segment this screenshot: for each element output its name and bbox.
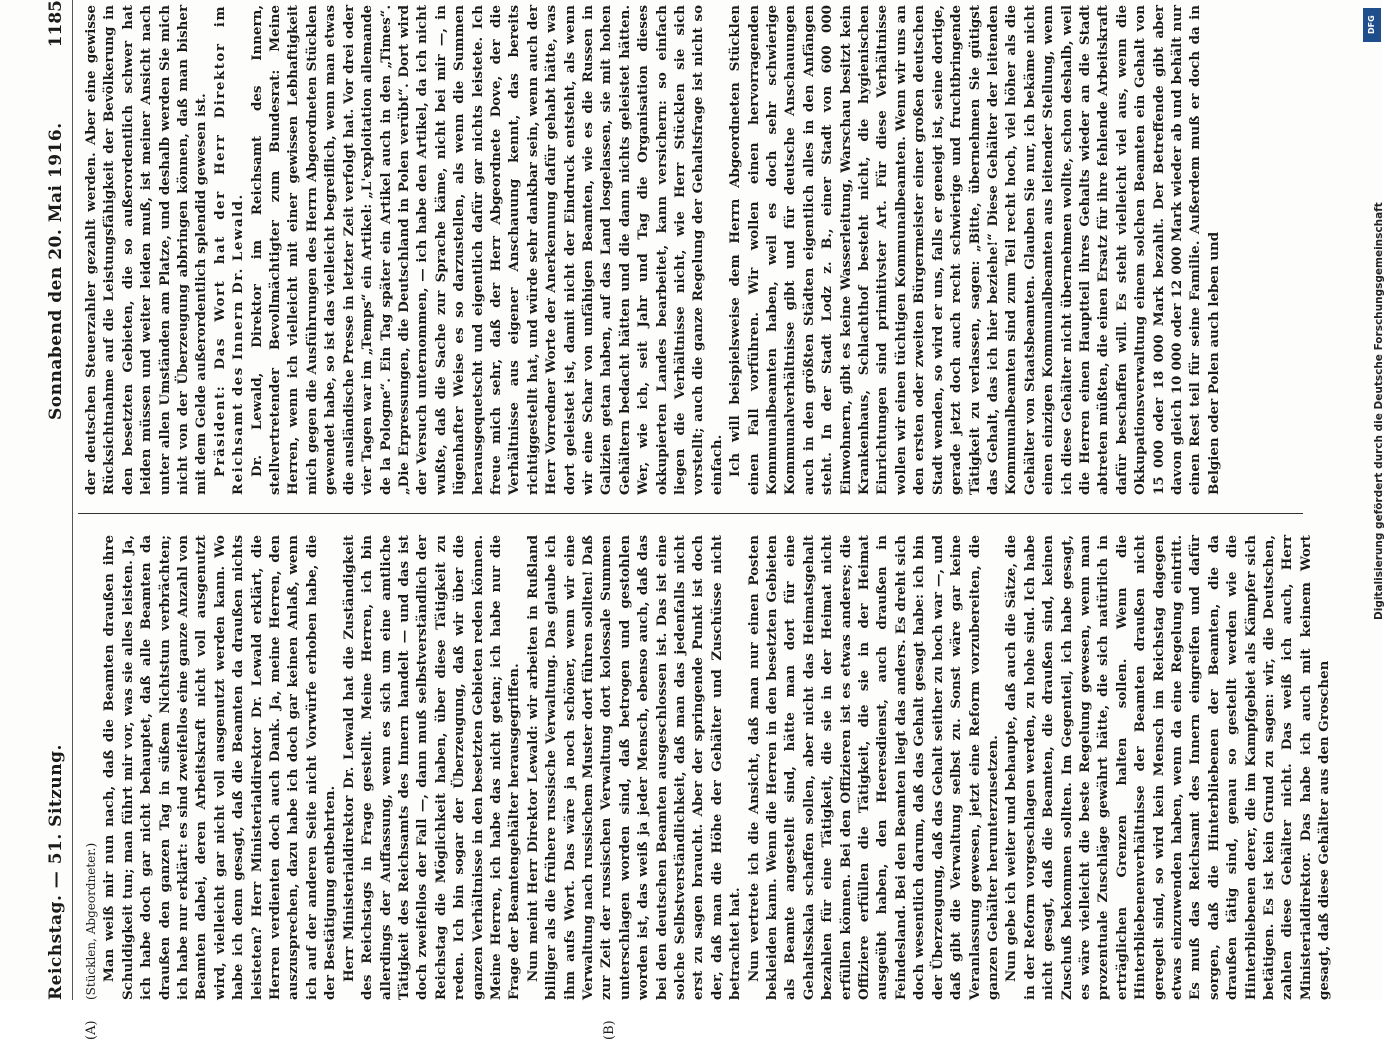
text-column-left [82,535,1333,1000]
header-rule [72,0,73,1000]
margin-letter-a: (A) [84,1020,99,1040]
page-number: 1185 [46,0,66,48]
credit-text: Digitalisierung gefördert durch die Deutsche Forschungsgemeinschaft [1373,202,1385,620]
text-column-right [82,5,1302,495]
paragraph: Nun meint Herr Direktor Lewald: wir arbeiten in Rußland billiger als die frühere russische Verwaltung. Das glaube ich ihm aufs Wort. Das wäre ja noch schöner, wenn wir eine Verwaltung nach russischem Muster dort führen sollten! Daß zur Zeit der russischen Verwaltung dort kolossale Summen unterschlagen worden sind, daß betrogen und gestohlen worden ist, das weiß ja jeder Mensch, ebenso auch, daß das bei den deutschen Beamten ausgeschlossen ist. Das ist eine solche Selbstverständlichkeit, daß man das jedenfalls nicht erst zu sagen braucht. Aber der springende Punkt ist doch der, daß man die Höhe der Gehälter und Zuschüsse nicht betrachtet hat. [524,535,744,1000]
paragraph: der deutschen Steuerzahler gezahlt werden. Aber eine gewisse Rücksichtnahme auf die Leistungsfähigkeit der Bevölkerung in den besetzten Gebieten, die so außerordentlich schwer hat leiden müssen und weiter leiden muß, ist meiner Ansicht nach unter allen Umständen am Platze, und deshalb werden Sie mich nicht von der Überzeugung abbringen können, daß man bisher mit dem Gelde außerordentlich splendid gewesen ist. [83,5,210,495]
dfg-logo-icon: DFG [1363,8,1381,42]
speaker-reference: (Stücklen, Abgeordneter.) [84,842,98,1000]
paragraph: Nun vertrete ich die Ansicht, daß man nur einen Posten bekleiden kann. Wenn die Herren in den besetzten Gebieten als Beamte angestellt sind, hätte man dort für eine Gehaltsskala schaffen sollen, aber nicht das Heimatsgehalt bezahlen für eine Tätigkeit, die sie in der Heimat nicht erfüllen können. Bei den Offizieren ist es etwas anderes; die Offiziere erfüllen die Tätigkeit, die sie in der Heimat ausgeübt haben, den Heeresdienst, auch draußen in Feindesland. Bei den Beamten liegt das anders. Es dreht sich doch wesentlich darum, daß das Gehalt gesagt habe: ich bin der Überzeugung, daß das Gehalt seither zu hoch war —, und daß gibt die Verwaltung selbst zu. Sonst wäre gar keine Veranlassung gewesen, jetzt eine Reform vorzubereiten, die ganzen Gehälter herunterzusetzen. [745,535,1001,1000]
margin-letter-b: (B) [602,1020,617,1040]
paragraph: Dr. Lewald, Direktor im Reichsamt des Innern, stellvertretender Bevollmächtigter zum Bundesrat: Meine Herren, wenn ich vielleicht mit einer gewissen Lebhaftigkeit mich gegen die Ausführungen des Herrn Abgeordneten Stücklen gewendet habe, so ist das vielleicht begreiflich, wenn man etwas die ausländische Presse in letzter Zeit verfolgt hat. Vor drei oder vier Tagen war im „Temps“ ein Artikel: „L'exploitation allemande de la Pologne“. Ein Tag später ein Artikel auch in den „Times“. „Die Erpressungen, die Deutschland in Polen verübt“. Dort wird der Versuch unternommen, — ich habe den Artikel, da ich nicht wußte, daß die Sache zur Sprache käme, nicht bei mir —, in lügenhafter Weise es so darzustellen, als wenn die Summen herausgequetscht und eigentlich dafür gar nichts leistete. Ich freue mich sehr, daß der Herr Abgeordnete Dove, der die Verhältnisse aus eigener Anschauung kennt, das bereits richtiggestellt hat, und würde sehr dankbar sein, wenn auch der Herr Vorredner Worte der Anerkennung dafür gehabt hätte, was dort geleistet ist, damit nicht der Eindruck entsteht, als wenn wir eine Schar von unfähigen Beamten, wie es die Russen in Galizien getan haben, auf das Land losgelassen, sie mit hohen Gehältern bedacht hätten und die dann nichts geleistet hätten. Wer, wie ich, seit Jahr und Tag die Organisation dieses okkupierten Landes bearbeitet, kann versichern: so einfach liegen die Verhältnisse nicht, wie Herr Stücklen sie sich vorstellt; auch die ganze Regelung der Gehaltsfrage ist nicht so einfach. [248,5,725,495]
paragraph: Ich will beispielsweise dem Herrn Abgeordneten Stücklen einen Fall vorführen. Wir wollen einen hervorragenden Kommunalbeamten haben, weil es doch sehr schwierige Kommunalverhältnisse gibt und für deutsche Anschauungen auch in den größten Städten eigentlich alles in den Anfängen steht. In der Stadt Lodz z. B., einer Stadt von 600 000 Einwohnern, gibt es keine Wasserleitung, Warschau besitzt kein Krankenhaus, Schlachthof besteht nicht, die hygienischen Einrichtungen sind primitivster Art. Für diese Verhältnisse wollen wir einen tüchtigen Kommunalbeamten. Wenn wir uns an den ersten oder zweiten Bürgermeister einer großen deutschen Stadt wenden, so wird er uns, falls er geneigt ist, seine dortige, gerade jetzt doch auch recht schwierige und fruchtbringende Tätigkeit zu verlassen, sagen: „Bitte, übernehmen Sie gütigst das Gehalt, das ich hier beziehe!“ Diese Gehälter der leitenden Kommunalbeamten sind zum Teil recht hoch, viel höher als die Gehälter von Staatsbeamten. Glauben Sie nur, ich bekäme nicht einen einzigen Kommunalbeamten aus leitender Stellung, wenn ich diese Gehälter nicht übernehmen wollte, schon deshalb, weil die Herren einen Hauptteil ihres Gehalts wieder an die Stadt abtreten müßten, die einen Ersatz für ihre fehlende Arbeitskraft dafür beschaffen will. Es steht vielleicht viel aus, wenn die Okkupationsverwaltung einem solchen Beamten ein Gehalt von 15 000 oder 18 000 Mark bezahlt. Der Betreffende gibt aber davon gleich 10 000 oder 12 000 Mark wieder ab und behält nur einen Rest teil für seine Familie. Außerdem muß er doch da in Belgien oder Polen auch leben und [727,5,1222,495]
header-date: Sonnabend den 20. Mai 1916. [46,122,66,420]
column-divider [78,513,1303,514]
digitization-credit [1352,0,1385,1000]
running-header [42,0,72,1000]
president-remark: Präsident: Das Wort hat der Herr Direktor im Reichsamt des Innern Dr. Lewald. [211,5,247,495]
header-session: Reichstag. — 51. Sitzung. [46,744,66,1000]
rotated-newspaper-page [42,0,1342,1040]
paragraph: Herr Ministerialdirektor Dr. Lewald hat die Zuständigkeit des Reichstags in Frage gestellt. Meine Herren, ich bin allerdings der Auffassung, wenn es sich um eine amtliche Tätigkeit des Reichsamts des Innern handelt — und das ist doch zweifellos der Fall —, dann muß selbstverständlich der Reichstag die Möglichkeit haben, über diese Tätigkeit zu reden. Ich bin sogar der Überzeugung, daß wir über die ganzen Verhältnisse in den besetzten Gebieten reden können. Meine Herren, ich habe das nicht getan; ich habe nur die Frage der Beamtengehälter herausgegriffen. [340,535,523,1000]
paragraph: Man weiß mir nun nach, daß die Beamten draußen ihre Schuldigkeit tun; man führt mir vor, was sie alles leisten. Ja, ich habe doch gar nicht behauptet, daß alle Beamten da draußen den ganzen Tag in süßem Nichtstun verbrächten; ich habe nur erklärt: es sind zweifellos eine ganze Anzahl von Beamten dabei, deren Arbeitskraft nicht voll ausgenutzt wird, vielleicht gar nicht voll ausgenutzt werden kann. Wo habe ich denn gesagt, daß die Beamten da draußen nichts leisteten? Herr Ministerialdirektor Dr. Lewald erklärt, die Herren verdienten doch auch Dank. Ja, meine Herren, den auszusprechen, dazu habe ich doch gar keinen Anlaß, wenn ich auf der anderen Seite nicht Vorwürfe erhoben habe, die der Bestätigung entbehrten. [101,535,339,1000]
paragraph: Nun gebe ich weiter und behaupte, daß auch die Sätze, die in der Reform vorgeschlagen werden, zu hohe sind. Ich habe nicht gesagt, daß die Beamten, die draußen sind, keinen Zuschuß bekommen sollten. Im Gegenteil, ich habe gesagt, es wäre vielleicht die beste Regelung gewesen, wenn man prozentuale Zuschläge gewährt hätte, die sich natürlich in erträglichen Grenzen halten sollen. Wenn die Hinterbliebenenverhältnisse der Beamten draußen nicht geregelt sind, so wird kein Mensch im Reichstag dagegen etwas einzuwenden haben, wenn da eine Regelung eintritt. Es muß das Reichsamt des Innern eingreifen und dafür sorgen, daß die Hinterbliebenen der Beamten, die da draußen tätig sind, genau so gestellt werden wie die Hinterbliebenen derer, die im Kampfgebiet als Kämpfer sich betätigen. Es ist kein Grund zu sagen: wir, die Deutschen, zahlen diese Gehälter nicht. Das weiß ich auch, Herr Ministerialdirektor. Das habe ich auch mit keinem Wort gesagt, daß diese Gehälter aus den Groschen [1003,535,1333,1000]
